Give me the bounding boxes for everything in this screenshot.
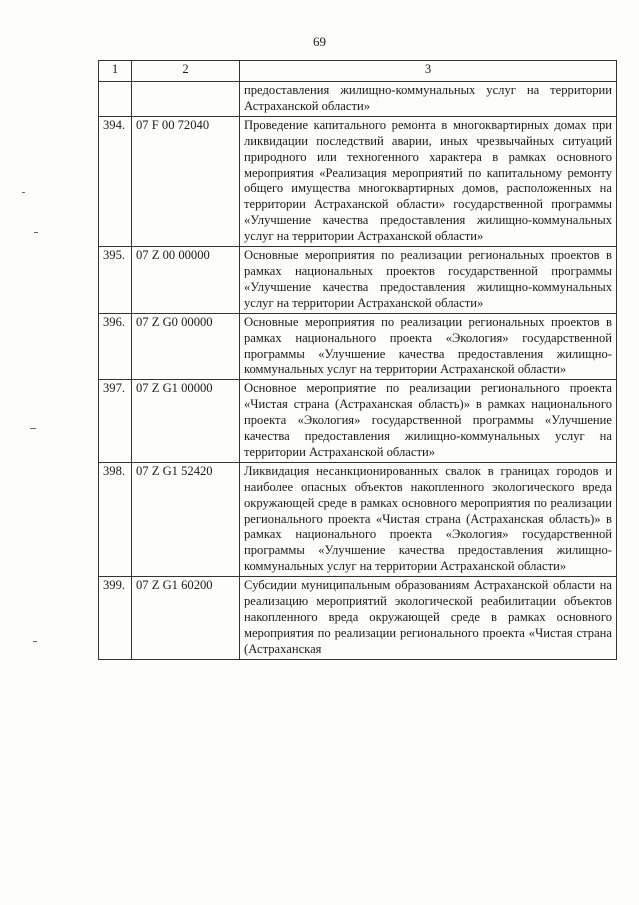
- budget-code-table: [98, 60, 617, 660]
- table-row: [99, 380, 617, 463]
- table-header-row: [99, 61, 617, 82]
- row-number: [99, 82, 132, 117]
- row-code: [132, 82, 240, 117]
- row-number: 398.: [99, 462, 132, 576]
- table-row: [99, 247, 617, 314]
- row-description: предоставления жилищно-коммунальных услуг на территории Астраханской области»: [240, 82, 617, 117]
- row-description: Ликвидация несанкционированных свалок в границах городов и наиболее опасных объектов накопленного экологического вреда окружающей среде в рамках основного мероприятия по реализации регионального проекта «Чистая страна (Астраханская область)» в рамках национального проекта «Экология» государственной программы «Улучшение качества предоставления жилищно-коммунальных услуг на территории Астраханской области»: [240, 462, 617, 576]
- scan-mark: [33, 641, 37, 642]
- row-description: Проведение капитального ремонта в многоквартирных домах при ликвидации последствий аварии, иных чрезвычайных ситуаций природного или техногенного характера в рамках основного мероприятия «Реализация мероприятий по капитальному ремонту общего имущества многоквартирных домов, расположенных на территории Астраханской области» государственной программы «Улучшение качества предоставления жилищно-коммунальных услуг на территории Астраханской области»: [240, 116, 617, 246]
- row-description: Основные мероприятия по реализации региональных проектов в рамках национального проекта «Экология» государственной программы «Улучшение качества предоставления жилищно-коммунальных услуг на территории Астраханской области»: [240, 313, 617, 380]
- table-row: [99, 82, 617, 117]
- scan-mark: [34, 232, 38, 233]
- row-description: Субсидии муниципальным образованиям Астраханской области на реализацию мероприятий экологической реабилитации объектов накопленного вреда окружающей среде в рамках основного мероприятия по реализации регионального проекта «Чистая страна (Астраханская: [240, 577, 617, 660]
- page-number: 69: [313, 34, 326, 49]
- table-row: [99, 577, 617, 660]
- table-row: [99, 462, 617, 576]
- header-col-3: 3: [240, 61, 617, 82]
- scan-mark: [30, 428, 36, 429]
- row-code: 07 Z G0 00000: [132, 313, 240, 380]
- row-code: 07 F 00 72040: [132, 116, 240, 246]
- scan-mark: [22, 192, 25, 193]
- row-description: Основные мероприятия по реализации региональных проектов в рамках национальных проектов государственной программы «Улучшение качества предоставления жилищно-коммунальных услуг на территории Астраханской области»: [240, 247, 617, 314]
- row-number: 397.: [99, 380, 132, 463]
- header-col-1: 1: [99, 61, 132, 82]
- row-description: Основное мероприятие по реализации регионального проекта «Чистая страна (Астраханская область)» в рамках национального проекта «Экология» государственной программы «Улучшение качества предоставления жилищно-коммунальных услуг на территории Астраханской области»: [240, 380, 617, 463]
- row-number: 396.: [99, 313, 132, 380]
- row-number: 399.: [99, 577, 132, 660]
- row-code: 07 Z G1 60200: [132, 577, 240, 660]
- row-code: 07 Z 00 00000: [132, 247, 240, 314]
- row-code: 07 Z G1 52420: [132, 462, 240, 576]
- header-col-2: 2: [132, 61, 240, 82]
- table-row: [99, 313, 617, 380]
- row-number: 395.: [99, 247, 132, 314]
- table-row: [99, 116, 617, 246]
- row-number: 394.: [99, 116, 132, 246]
- row-code: 07 Z G1 00000: [132, 380, 240, 463]
